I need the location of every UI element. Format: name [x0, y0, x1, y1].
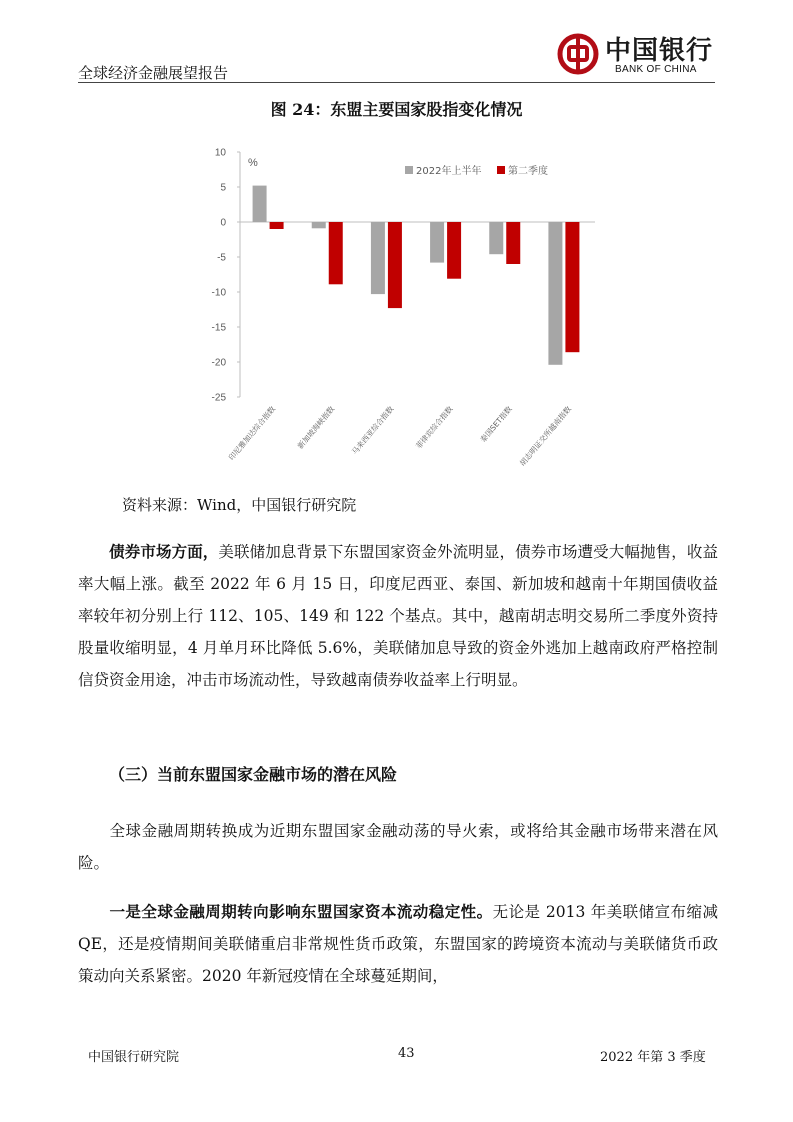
report-title: 全球经济金融展望报告 — [78, 64, 229, 82]
figure-title: 图 24：东盟主要国家股指变化情况 — [270, 100, 523, 119]
y-tick-label: -20 — [211, 357, 226, 369]
section-subheading: （三）当前东盟国家金融市场的潜在风险 — [109, 765, 398, 784]
bar-h1 — [253, 186, 267, 222]
unit-label: % — [248, 157, 258, 169]
bar-h1 — [312, 222, 326, 228]
bank-logo — [553, 30, 718, 80]
paragraph-text: 无论是 2013 年美联储宣布缩减 QE，还是疫情期间美联储重启非常规性货币政策，东盟国家的跨境资本流动与美联储货币政策动向关系紧密。2020 年新冠疫情在全球蔓延期间， — [78, 903, 718, 985]
bar-q2 — [506, 222, 520, 264]
footer-page-number: 43 — [398, 1046, 415, 1061]
paragraph-bond-market — [78, 536, 718, 696]
bar-h1 — [430, 222, 444, 263]
paragraph-text: 全球金融周期转换成为近期东盟国家金融动荡的导火索，或将给其金融市场带来潜在风险。 — [78, 822, 718, 872]
x-category-label: 泰国SET指数 — [478, 404, 514, 445]
bar-h1 — [489, 222, 503, 254]
x-category-label: 菲律宾综合指数 — [413, 404, 455, 451]
asean-index-bar-chart — [200, 140, 600, 470]
header-rule — [78, 82, 715, 83]
x-category-label: 马来西亚综合指数 — [349, 404, 396, 457]
footer-period: 2022 年第 3 季度 — [600, 1050, 706, 1065]
paragraph-capital-flow — [78, 896, 718, 992]
legend-label: 第二季度 — [508, 166, 548, 177]
y-tick-label: 10 — [214, 147, 226, 159]
bank-of-china-emblem-icon — [557, 33, 599, 75]
paragraph-text: 美联储加息背景下东盟国家资金外流明显，债券市场遭受大幅抛售，收益率大幅上涨。截至 2022 年 6 月 15 日，印度尼西亚、泰国、新加坡和越南十年期国债收益率较年初分别上行 112、105、149 和 122 个基点。其中，越南胡志明交易所二季度外资持股量收缩明显，4 月单月环比降低 5.6%，美联储加息导致的资金外逃加上越南政府严格控制信贷资金用途，冲击市场流动性，导致越南债券收益率上行明显。 — [78, 543, 718, 689]
legend-swatch — [497, 166, 505, 174]
paragraph-risk-intro — [78, 815, 718, 879]
logo-chinese-name: 中国银行 — [605, 36, 714, 66]
y-tick-label: -25 — [211, 392, 226, 404]
figure-source: 资料来源：Wind，中国银行研究院 — [122, 496, 357, 514]
bar-q2 — [447, 222, 461, 279]
y-tick-label: 5 — [220, 182, 226, 194]
paragraph-lead: 一是全球金融周期转向影响东盟国家资本流动稳定性。 — [109, 902, 493, 921]
bar-q2 — [270, 222, 284, 229]
y-tick-label: -5 — [217, 252, 226, 264]
bar-q2 — [388, 222, 402, 308]
x-category-label: 新加坡海峡指数 — [295, 404, 337, 451]
bar-q2 — [565, 222, 579, 352]
bar-q2 — [329, 222, 343, 284]
legend-swatch — [405, 166, 413, 174]
y-tick-label: -15 — [211, 322, 226, 334]
footer-institution: 中国银行研究院 — [88, 1050, 180, 1065]
logo-english-name: BANK OF CHINA — [615, 64, 697, 75]
y-tick-label: -10 — [211, 287, 226, 299]
y-tick-label: 0 — [220, 217, 226, 229]
paragraph-lead: 债券市场方面， — [109, 542, 219, 561]
bar-h1 — [548, 222, 562, 365]
legend-label: 2022年上半年 — [416, 166, 482, 177]
bar-h1 — [371, 222, 385, 294]
x-category-label: 胡志明证交所越南指数 — [517, 404, 573, 468]
x-category-label: 印尼雅加达综合指数 — [226, 404, 278, 462]
